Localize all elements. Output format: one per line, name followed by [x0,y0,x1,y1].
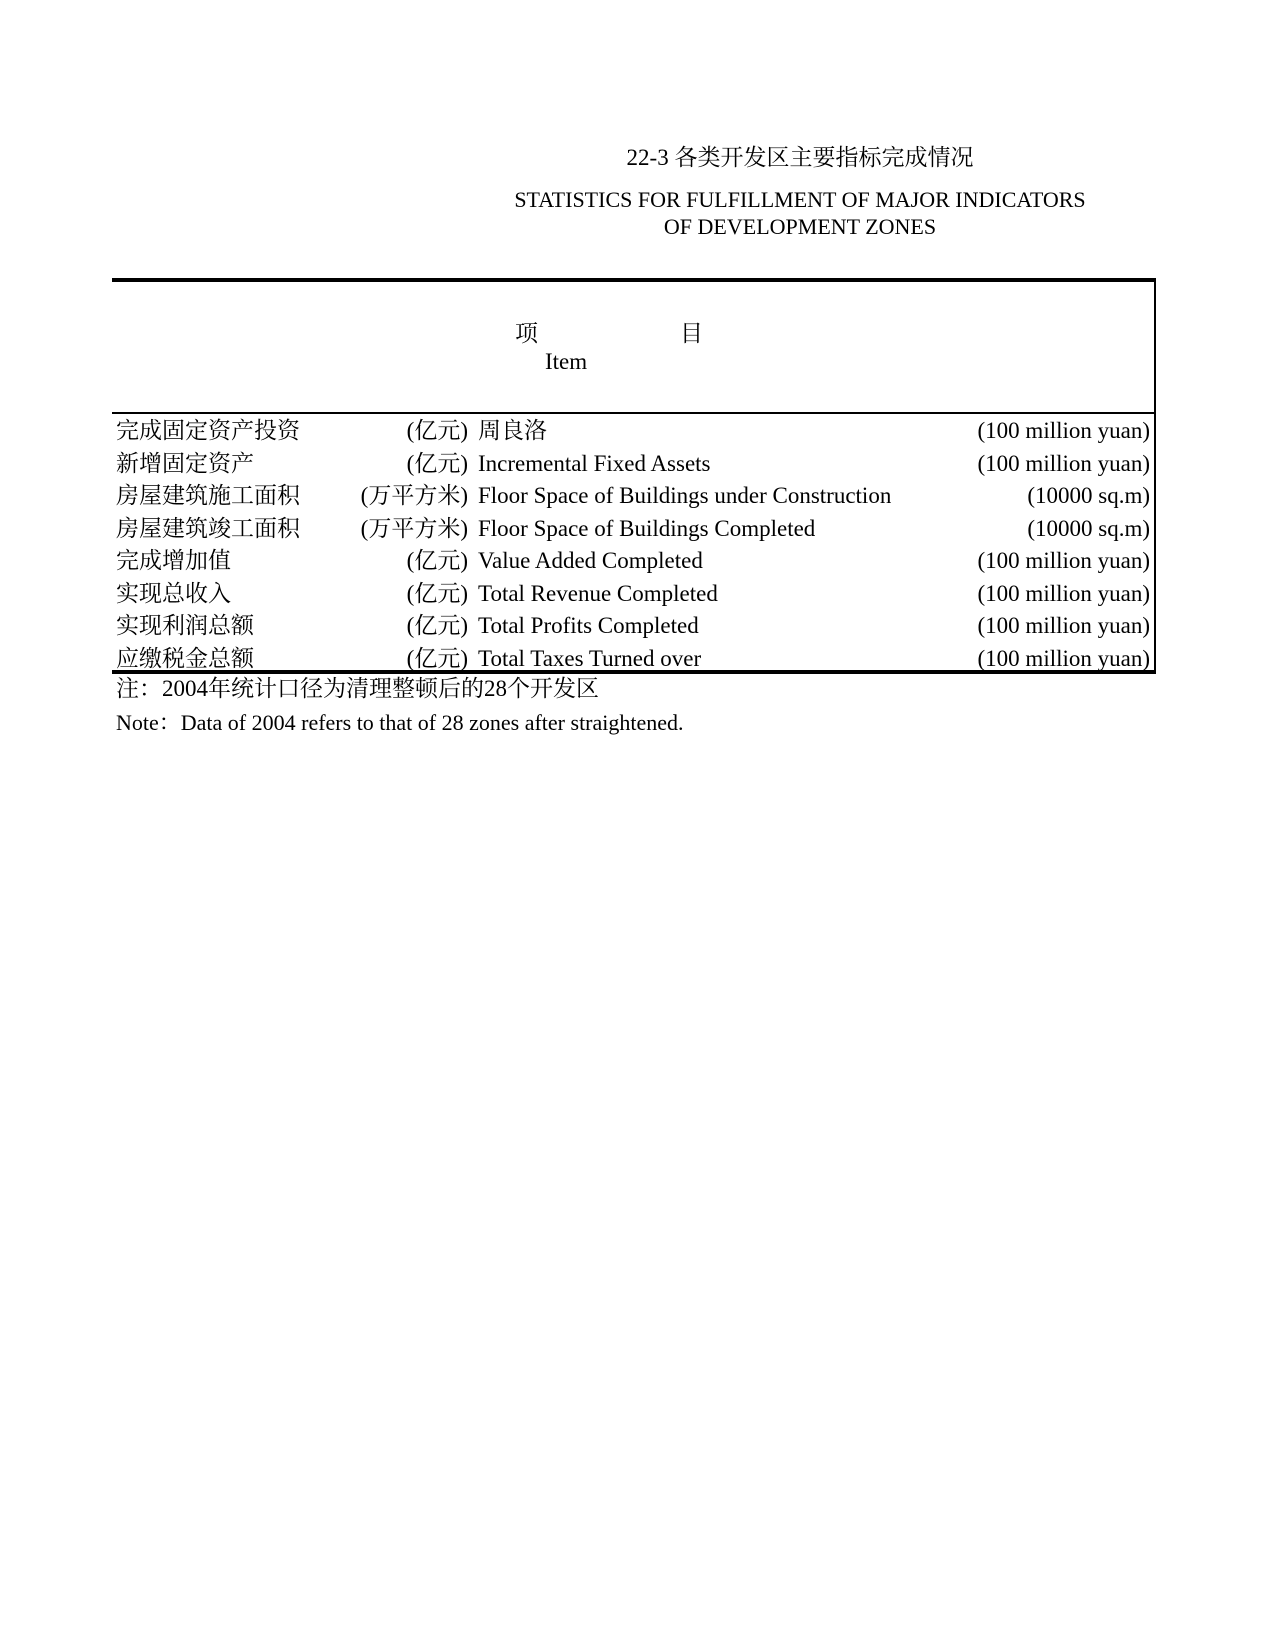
row-unit-cn: (亿元) [406,548,468,573]
row-label-cn: 实现总收入 [116,580,231,606]
row-label-en: Total Taxes Turned over [478,645,702,671]
footnote-cn: 注：2004年统计口径为清理整顿后的28个开发区 [116,676,599,701]
header-item-en: Item [545,349,588,374]
row-unit-en: (100 million yuan) [977,580,1150,606]
row-unit-en: (10000 sq.m) [1027,515,1150,541]
row-unit-cn: (万平方米) [360,483,468,508]
header-item-cn-1: 项 [515,321,538,346]
page-subtitle [470,186,1130,240]
table-body [112,415,1154,675]
page-title: 22-3 各类开发区主要指标完成情况 [626,145,974,170]
row-unit-cn: (亿元) [406,418,468,443]
row-unit-en: (100 million yuan) [977,645,1150,671]
header-divider [112,412,1154,414]
row-unit-cn: (亿元) [406,613,468,638]
row-label-cn: 完成固定资产投资 [116,418,300,443]
row-unit-cn: (亿元) [406,450,468,476]
table-row [112,448,1154,481]
row-unit-en: (100 million yuan) [977,548,1150,573]
table-row [112,415,1154,448]
row-label-en: Floor Space of Buildings Completed [478,515,816,541]
subtitle-line-2: OF DEVELOPMENT ZONES [663,214,937,239]
row-label-en: Total Revenue Completed [478,580,718,606]
footnote-en: Note：Data of 2004 refers to that of 28 zones after straightened. [116,710,684,735]
table-row [112,513,1154,546]
row-label-cn: 新增固定资产 [116,450,254,476]
row-label-en: 周良洛 [478,418,547,443]
row-label-en: Incremental Fixed Assets [478,450,711,476]
table-row [112,610,1154,643]
row-unit-cn: (亿元) [406,645,468,671]
row-unit-cn: (万平方米) [360,515,468,541]
header-item-cn-2: 目 [680,321,703,346]
row-label-cn: 房屋建筑施工面积 [116,483,300,508]
indicator-table [112,278,1156,674]
row-unit-cn: (亿元) [406,580,468,606]
row-unit-en: (100 million yuan) [977,418,1150,443]
row-label-en: Value Added Completed [478,548,703,573]
row-label-cn: 实现利润总额 [116,613,254,638]
row-unit-en: (100 million yuan) [977,450,1150,476]
table-row [112,578,1154,611]
table-row [112,545,1154,578]
row-label-cn: 房屋建筑竣工面积 [116,515,300,541]
row-unit-en: (100 million yuan) [977,613,1150,638]
row-label-en: Total Profits Completed [478,613,699,638]
row-label-cn: 完成增加值 [116,548,231,573]
row-unit-en: (10000 sq.m) [1027,483,1150,508]
row-label-en: Floor Space of Buildings under Construction [478,483,892,508]
table-row [112,480,1154,513]
subtitle-line-1: STATISTICS FOR FULFILLMENT OF MAJOR INDICATORS [514,187,1086,212]
row-label-cn: 应缴税金总额 [116,645,254,671]
table-row [112,643,1154,676]
